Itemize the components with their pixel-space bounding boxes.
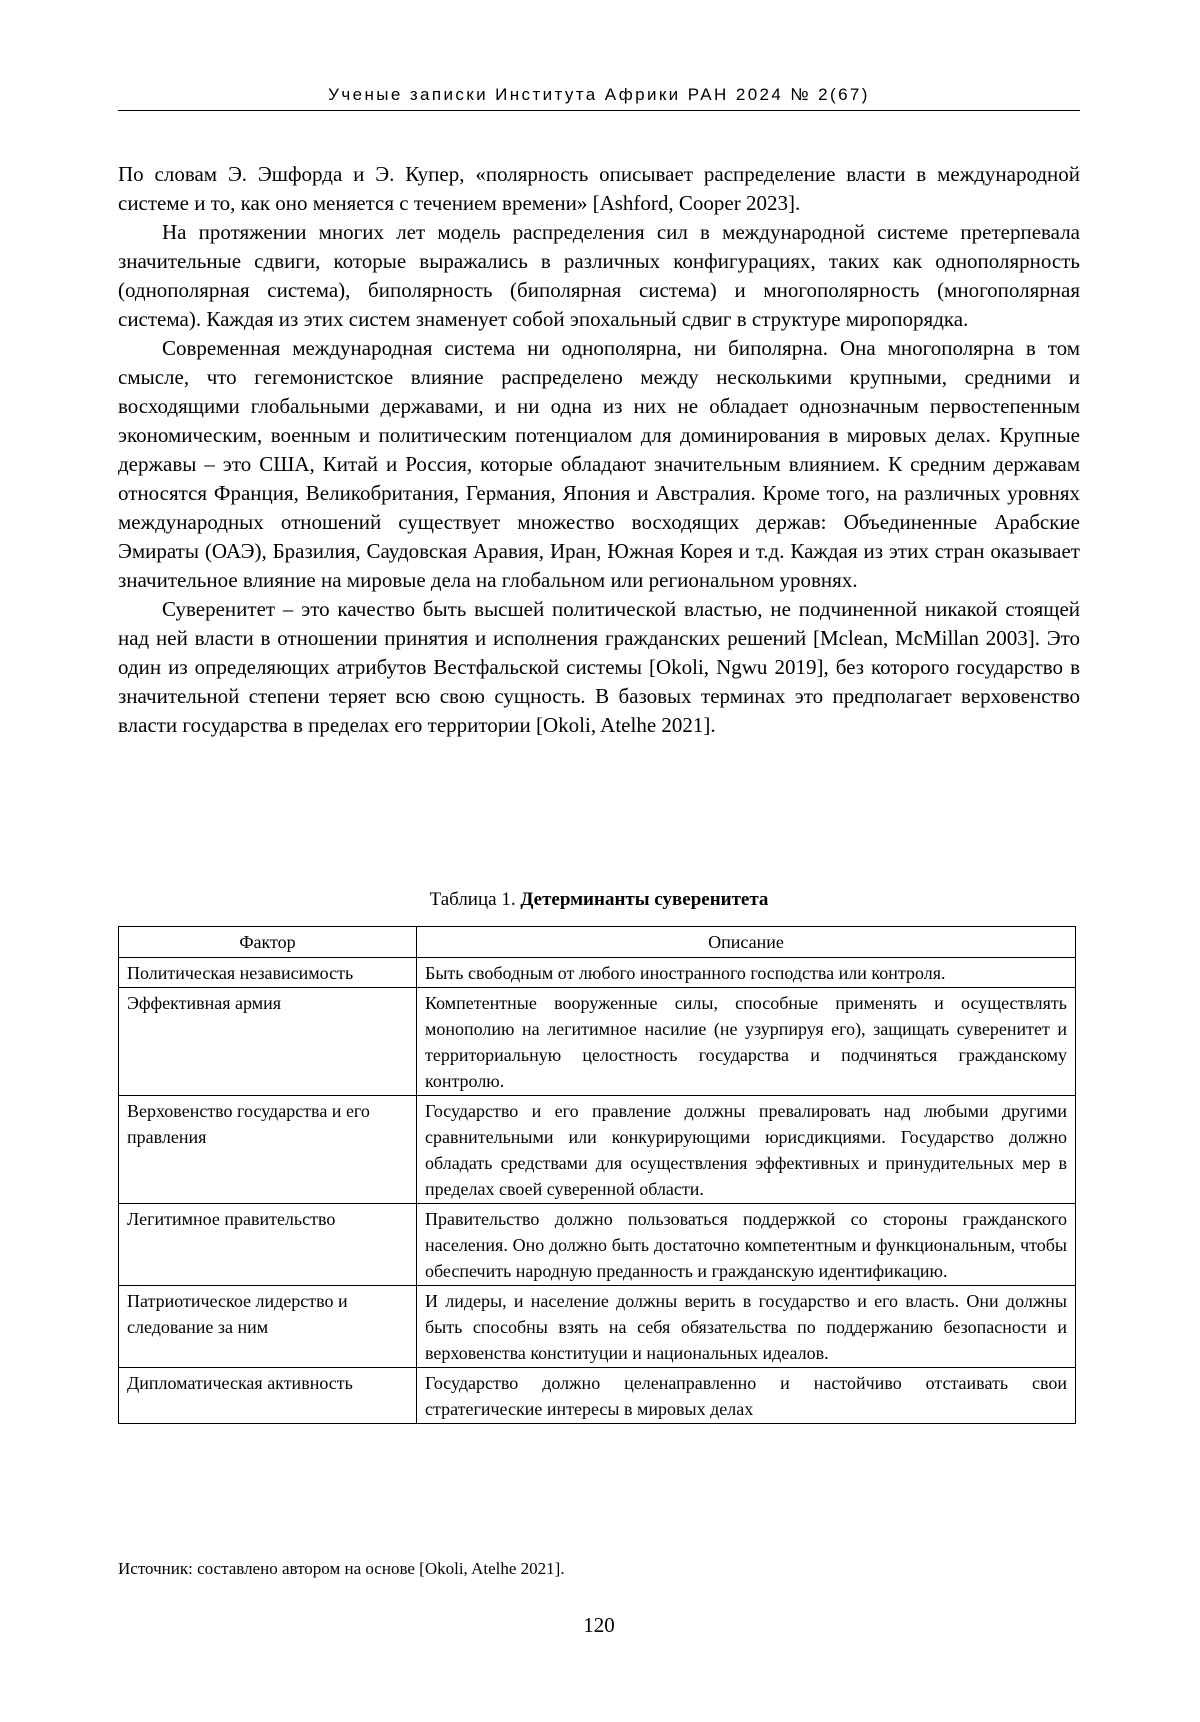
- body-text: [118, 160, 1080, 740]
- description-cell: Компетентные вооруженные силы, способные применять и осуществлять монополию на легитимное насилие (не узурпируя его), защищать суверенитет и территориальную целостность государства и подчиняться гражданскому контролю.: [417, 988, 1076, 1096]
- description-cell: И лидеры, и население должны верить в государство и его власть. Они должны быть способны взять на себя обязательства по поддержанию безопасности и верховенства конституции и национальных идеалов.: [417, 1286, 1076, 1368]
- description-cell: Быть свободным от любого иностранного господства или контроля.: [417, 958, 1076, 988]
- page-number: 120: [583, 1613, 615, 1637]
- table-row: [119, 1096, 1076, 1204]
- description-cell: Государство и его правление должны превалировать над любыми другими сравнительными или конкурирующими юрисдикциями. Государство должно обладать средствами для осуществления эффективных и принудительных мер в пределах своей суверенной области.: [417, 1096, 1076, 1204]
- factor-cell: Легитимное правительство: [119, 1204, 417, 1286]
- factor-cell: Политическая независимость: [119, 958, 417, 988]
- table-row: [119, 1368, 1076, 1424]
- table-caption-label: Таблица 1.: [429, 889, 516, 910]
- table-row: [119, 988, 1076, 1096]
- column-header-factor: Фактор: [119, 927, 417, 958]
- paragraph-1: По словам Э. Эшфорда и Э. Купер, «полярность описывает распределение власти в международной системе и то, как оно меняется с течением времени» [Ashford, Cooper 2023].: [118, 162, 1080, 215]
- factor-cell: Эффективная армия: [119, 988, 417, 1096]
- determinants-table: [118, 926, 1076, 1424]
- description-cell: Государство должно целенаправленно и настойчиво отстаивать свои стратегические интересы в мировых делах: [417, 1368, 1076, 1424]
- paragraph-2: На протяжении многих лет модель распределения сил в международной системе претерпевала значительные сдвиги, которые выражались в различных конфигурациях, таких как однополярность (однополярная система), биполярность (биполярная система) и многополярность (многополярная система). Каждая из этих систем знаменует собой эпохальный сдвиг в структуре миропорядка.: [118, 220, 1080, 331]
- table-caption-title: Детерминанты суверенитета: [520, 889, 769, 910]
- table-caption: [118, 888, 1080, 912]
- column-header-description: Описание: [417, 927, 1076, 958]
- factor-cell: Верховенство государства и его правления: [119, 1096, 417, 1204]
- description-cell: Правительство должно пользоваться поддержкой со стороны гражданского населения. Оно должно быть достаточно компетентным и функциональным, чтобы обеспечить народную преданность и гражданскую идентификацию.: [417, 1204, 1076, 1286]
- table-row: [119, 1204, 1076, 1286]
- table-row: [119, 958, 1076, 988]
- table-row: [119, 1286, 1076, 1368]
- table-header-row: [119, 927, 1076, 958]
- factor-cell: Дипломатическая активность: [119, 1368, 417, 1424]
- header-rule: [118, 110, 1080, 111]
- table-source-note: Источник: составлено автором на основе [Okoli, Atelhe 2021].: [118, 1559, 565, 1578]
- paragraph-4: Суверенитет – это качество быть высшей политической властью, не подчиненной никакой стоящей над ней власти в отношении принятия и исполнения гражданских решений [Mclean, McMillan 2003]. Это один из определяющих атрибутов Вестфальской системы [Okoli, Ngwu 2019], без которого государство в значительной степени теряет всю свою сущность. В базовых терминах это предполагает верховенство власти государства в пределах его территории [Okoli, Atelhe 2021].: [118, 597, 1080, 737]
- running-head: Ученые записки Института Африки РАН 2024 № 2(67): [328, 85, 870, 104]
- paragraph-3: Современная международная система ни однополярна, ни биполярна. Она многополярна в том смысле, что гегемонистское влияние распределено между несколькими крупными, средними и восходящими глобальными державами, и ни одна из них не обладает однозначным первостепенным экономическим, военным и политическим потенциалом для доминирования в мировых делах. Крупные державы – это США, Китай и Россия, которые обладают значительным влиянием. К средним державам относятся Франция, Великобритания, Германия, Япония и Австралия. Кроме того, на различных уровнях международных отношений существует множество восходящих держав: Объединенные Арабские Эмираты (ОАЭ), Бразилия, Саудовская Аравия, Иран, Южная Корея и т.д. Каждая из этих стран оказывает значительное влияние на мировые дела на глобальном или региональном уровнях.: [118, 336, 1080, 592]
- factor-cell: Патриотическое лидерство и следование за ним: [119, 1286, 417, 1368]
